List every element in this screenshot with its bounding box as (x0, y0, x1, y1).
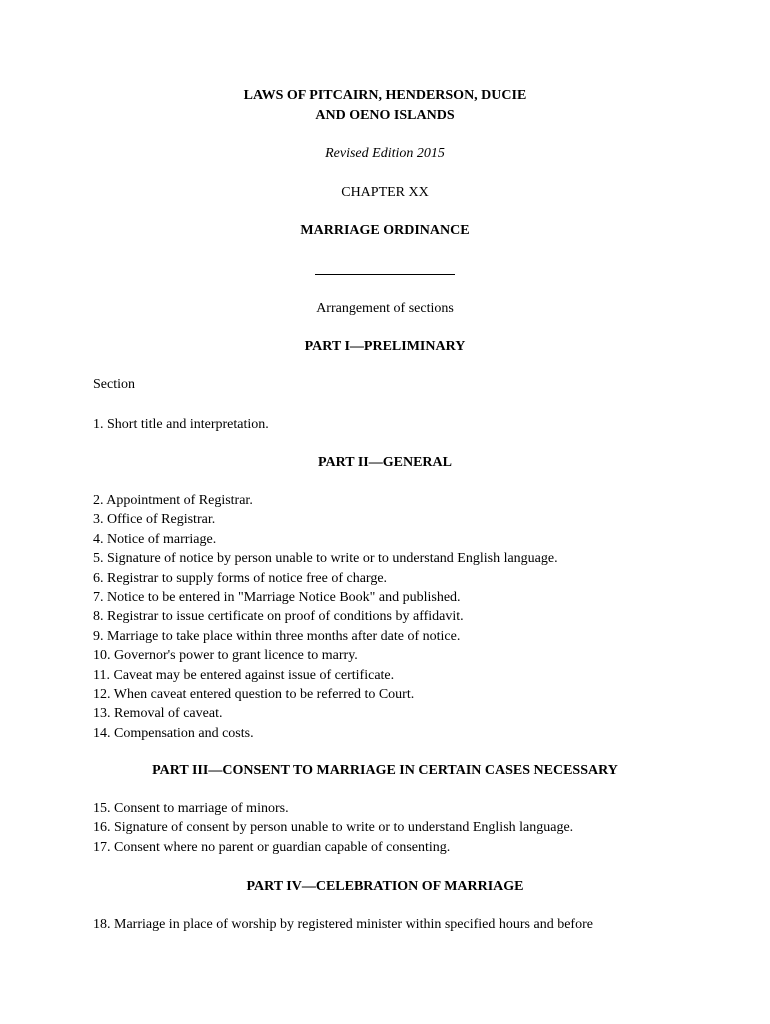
list-item: 18. Marriage in place of worship by registered minister within specified hours and before (93, 917, 593, 932)
list-item: 8. Registrar to issue certificate on proof of conditions by affidavit. (93, 609, 464, 625)
edition-label: Revised Edition 2015 (325, 146, 445, 161)
list-item: 14. Compensation and costs. (93, 725, 254, 741)
part2-section-list (93, 491, 558, 743)
list-item: 11. Caveat may be entered against issue of certificate. (93, 667, 395, 683)
list-item: 9. Marriage to take place within three months after date of notice. (93, 628, 461, 644)
list-item: 4. Notice of marriage. (93, 531, 217, 547)
chapter-label: CHAPTER XX (341, 185, 429, 200)
list-item: 5. Signature of notice by person unable to write or to understand English language. (93, 551, 558, 567)
arrangement-heading: Arrangement of sections (316, 301, 454, 316)
list-item: 10. Governor's power to grant licence to marry. (93, 648, 358, 664)
part4-section-list (93, 915, 593, 934)
list-item: 16. Signature of consent by person unable to write or to understand English language. (93, 820, 574, 836)
list-item: 12. When caveat entered question to be referred to Court. (93, 686, 415, 702)
list-item: 17. Consent where no parent or guardian capable of consenting. (93, 839, 451, 855)
part2-heading: PART II—GENERAL (318, 455, 452, 470)
part1-heading: PART I—PRELIMINARY (304, 339, 466, 354)
part4-heading: PART IV—CELEBRATION OF MARRIAGE (246, 879, 524, 894)
law-title-line1: LAWS OF PITCAIRN, HENDERSON, DUCIE (243, 88, 527, 103)
part1-section-list (93, 415, 269, 434)
list-item: 6. Registrar to supply forms of notice free of charge. (93, 570, 388, 586)
part3-section-list (93, 799, 573, 857)
list-item: 1. Short title and interpretation. (93, 417, 269, 432)
list-item: 3. Office of Registrar. (93, 512, 216, 528)
list-item: 13. Removal of caveat. (93, 706, 223, 722)
ordinance-title: MARRIAGE ORDINANCE (300, 223, 470, 238)
part3-heading: PART III—CONSENT TO MARRIAGE IN CERTAIN CASES NECESSARY (152, 763, 618, 778)
list-item: 7. Notice to be entered in "Marriage Notice Book" and published. (93, 589, 461, 605)
list-item: 2. Appointment of Registrar. (93, 493, 253, 508)
divider-rule (315, 274, 455, 275)
law-title-line2: AND OENO ISLANDS (315, 108, 455, 123)
section-label: Section (93, 377, 135, 392)
list-item: 15. Consent to marriage of minors. (93, 801, 289, 816)
